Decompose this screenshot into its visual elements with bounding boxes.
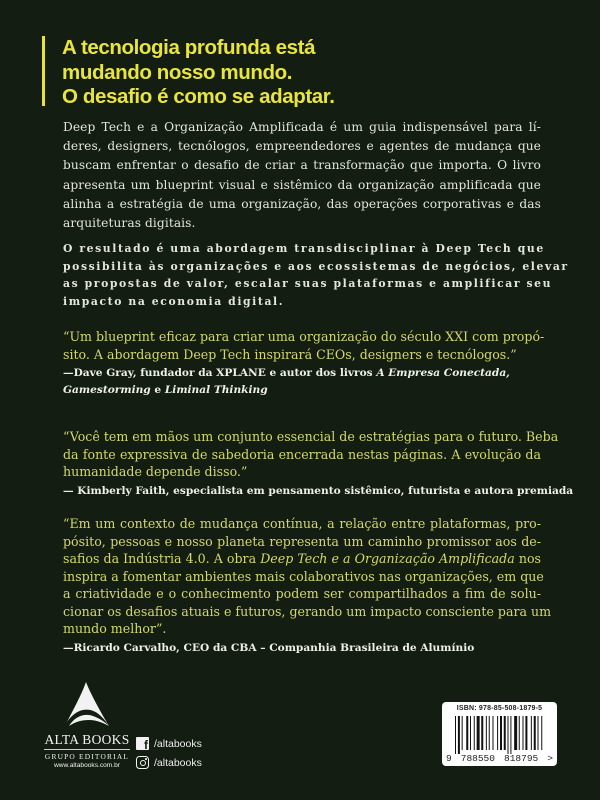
barcode-bar — [525, 716, 527, 750]
barcode-digit-group: 788550 — [460, 753, 495, 764]
intro-paragraph — [63, 118, 541, 233]
headline-line-3: O desafio é como se adaptar. — [62, 85, 335, 108]
testimonial-dave-gray — [63, 328, 545, 399]
quote-line: “Em um contexto de mudança contínua, a relação entre plataformas, pro- — [63, 516, 541, 531]
testimonial-ricardo-carvalho — [63, 515, 552, 657]
barcode-bar — [493, 716, 494, 750]
barcode-bar — [497, 716, 498, 750]
barcode-bar — [504, 716, 506, 750]
barcode-bar — [474, 716, 475, 750]
testimonial-attribution: — Kimberly Faith, especialista em pensamento sistêmico, futurista e autora premiada — [63, 484, 574, 497]
barcode-digit-group: > — [547, 753, 553, 764]
barcode-bar — [514, 716, 517, 750]
barcode-bar — [523, 716, 524, 750]
social-links — [136, 735, 202, 773]
quote-line: cionar os desafios atuais e futuros, gerando um impacto consciente para um — [63, 603, 552, 619]
testimonial-kimberly-faith — [63, 428, 574, 500]
quote-fragment: nos — [514, 551, 541, 566]
barcode-digits — [446, 753, 553, 764]
barcode-bar — [519, 716, 520, 750]
quote-line: inspira a fomentar ambientes mais colaborativos nas organizações, em que — [63, 568, 544, 584]
barcode-bar — [470, 716, 471, 750]
intro-line: Deep Tech e a Organização Amplificada é um guia indispensável para lí- — [63, 120, 541, 134]
isbn-label: ISBN: 978-85-508-1879-5 — [456, 705, 543, 712]
instagram-icon — [136, 756, 149, 769]
barcode-bars — [455, 716, 544, 754]
publisher-logo — [44, 680, 130, 769]
facebook-handle: /altabooks — [154, 737, 202, 750]
barcode-bar — [510, 716, 511, 754]
book-title: Deep Tech e a Organização Amplificada — [260, 551, 515, 566]
testimonial-quote — [63, 428, 559, 481]
barcode-bar — [486, 716, 487, 750]
isbn-barcode — [442, 702, 557, 766]
quote-line: humanidade depende disso.” — [63, 464, 248, 479]
book-title: Gamestorming — [63, 384, 151, 396]
intro-line: apresenta um blueprint visual e sistêmico da organização amplificada que — [63, 177, 541, 192]
barcode-bar — [508, 716, 509, 754]
barcode-bar — [466, 716, 468, 750]
quote-line: pósito, pessoas e nosso planeta representa um caminho promissor aos de- — [63, 533, 541, 549]
result-line: O resultado é uma abordagem transdisciplinar à Deep Tech que — [63, 242, 545, 255]
headline-line-1: A tecnologia profunda está — [62, 36, 316, 59]
result-line: as propostas de valor, escalar suas plataformas e amplificar seu — [63, 277, 553, 291]
facebook-link[interactable] — [136, 735, 202, 752]
barcode-bar — [538, 716, 539, 750]
result-line: impacto na economia digital. — [63, 294, 285, 308]
publisher-name: ALTA BOOKS — [44, 732, 130, 750]
barcode-bar — [462, 716, 463, 750]
book-title: A Empresa Conectada, — [376, 367, 510, 379]
result-paragraph — [63, 240, 569, 310]
instagram-handle: /altabooks — [154, 756, 202, 769]
quote-line — [63, 550, 541, 568]
barcode-bar — [489, 716, 490, 750]
headline-line-2: mudando nosso mundo. — [62, 60, 293, 84]
barcode-bar — [477, 716, 480, 750]
barcode-bar — [541, 716, 542, 750]
intro-line: alinha a estratégia de uma organização, das operações corporativas e das — [63, 196, 541, 211]
quote-line: “Você tem em mãos um conjunto essencial de estratégias para o futuro. Beba — [63, 429, 559, 444]
result-line: possibilita às organizações e aos ecossistemas de negócios, elevar — [63, 259, 569, 273]
quote-line: “Um blueprint eficaz para criar uma organização do século XXI com propó- — [63, 329, 545, 344]
headline-block — [42, 36, 335, 106]
testimonial-quote — [63, 328, 545, 363]
publisher-website[interactable]: www.altabooks.com.br — [54, 762, 120, 769]
intro-line: arquiteturas digitais. — [63, 216, 196, 231]
barcode-bar — [534, 716, 536, 750]
barcode-digit-group: 818795 — [504, 753, 539, 764]
barcode-bar — [481, 716, 483, 750]
barcode-bar — [500, 716, 502, 750]
barcode-bar — [531, 716, 532, 750]
testimonial-attribution: —Ricardo Carvalho, CEO da CBA – Companhia Brasileira de Alumínio — [63, 641, 475, 654]
facebook-icon: f — [136, 737, 149, 750]
quote-line: sito. A abordagem Deep Tech inspirará CEOs, designers e tecnólogos.” — [63, 346, 517, 362]
book-title: Liminal Thinking — [164, 384, 268, 396]
quote-line: mundo melhor”. — [63, 621, 167, 636]
alta-books-triangle-icon — [59, 680, 115, 728]
quote-line: a criatividade e o conhecimento podem ser compartilhados a fim de solu- — [63, 586, 541, 601]
testimonial-attribution — [63, 365, 541, 399]
intro-line: buscam enfrentar o desafio de criar a transformação que importa. O livro — [63, 158, 541, 173]
attribution-text: —Dave Gray, fundador da XPLANE e autor dos livros — [63, 367, 377, 379]
quote-line: da fonte expressiva de sabedoria encerrada nestas páginas. A evolução da — [63, 446, 541, 462]
attribution-joiner: e — [150, 384, 165, 396]
instagram-link[interactable] — [136, 754, 202, 771]
quote-fragment: safios da Indústria 4.0. A obra — [63, 551, 261, 566]
publisher-group: GRUPO EDITORIAL — [44, 752, 130, 761]
barcode-digit-group: 9 — [446, 753, 452, 764]
barcode-bar — [458, 716, 460, 754]
barcode-bar — [455, 716, 456, 754]
intro-line: deres, designers, tecnólogos, empreendedores e agentes de mudança que — [63, 139, 541, 154]
testimonial-quote — [63, 515, 552, 638]
